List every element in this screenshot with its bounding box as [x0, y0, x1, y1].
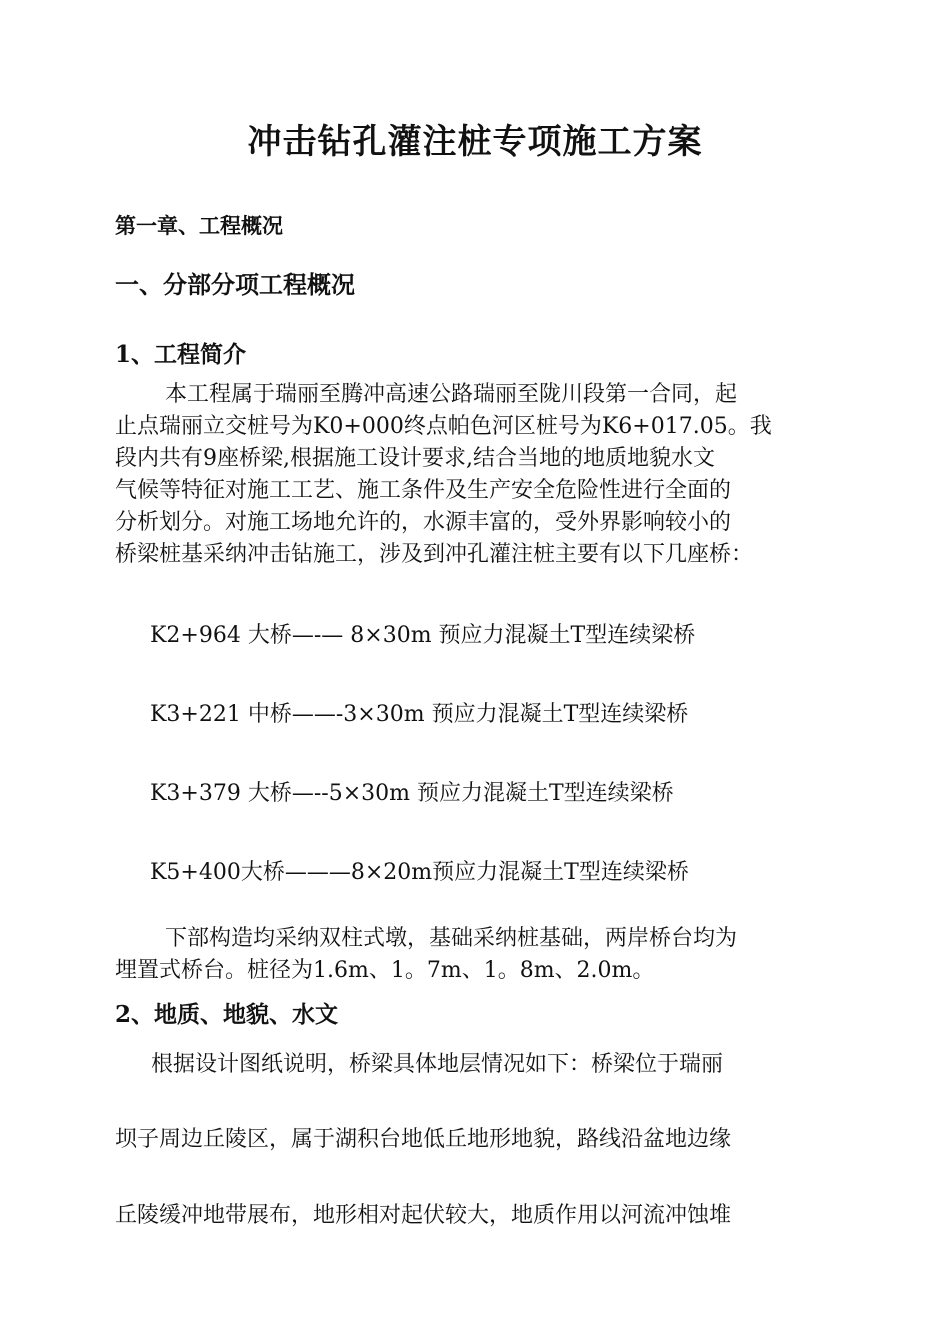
subsection-heading-project-intro: 1、工程简介	[115, 341, 247, 368]
section-heading: 一、分部分项工程概况	[115, 270, 355, 299]
geology-paragraph-line: 根据设计图纸说明，桥梁具体地层情况如下：桥梁位于瑞丽	[151, 1052, 724, 1077]
subsection-heading-geology: 2、地质、地貌、水文	[115, 1001, 339, 1028]
paragraph-line: 段内共有9座桥梁,根据施工设计要求,结合当地的地质地貌水文	[115, 446, 715, 471]
paragraph-line: 桥梁桩基采纳冲击钻施工，涉及到冲孔灌注桩主要有以下几座桥：	[115, 542, 754, 567]
paragraph-line: 埋置式桥台。桩径为1.6m、1。7m、1。8m、2.0m。	[115, 958, 655, 983]
geology-paragraph-line: 坝子周边丘陵区，属于湖积台地低丘地形地貌，路线沿盆地边缘	[115, 1127, 732, 1152]
paragraph-line: 气候等特征对施工工艺、施工条件及生产安全危险性进行全面的	[115, 478, 732, 503]
chapter-heading: 第一章、工程概况	[115, 213, 283, 238]
project-intro-paragraph	[115, 379, 830, 571]
paragraph-line: 分析划分。对施工场地允许的，水源丰富的，受外界影响较小的	[115, 510, 732, 535]
paragraph-line: 本工程属于瑞丽至腾冲高速公路瑞丽至陇川段第一合同，起	[165, 382, 738, 407]
bridge-list-item: K3+221 中桥——-3×30m 预应力混凝土T型连续梁桥	[150, 702, 689, 727]
document-title: 冲击钻孔灌注桩专项施工方案	[247, 122, 703, 162]
bridge-list-item: K3+379 大桥—--5×30m 预应力混凝土T型连续梁桥	[150, 781, 674, 806]
bridge-list-item: K5+400大桥———8×20m预应力混凝土T型连续梁桥	[150, 860, 689, 885]
substructure-paragraph	[115, 923, 830, 987]
geology-paragraph-line: 丘陵缓冲地带展布，地形相对起伏较大，地质作用以河流冲蚀堆	[115, 1203, 732, 1228]
bridge-list-item: K2+964 大桥—-— 8×30m 预应力混凝土T型连续梁桥	[150, 623, 696, 648]
paragraph-line: 止点瑞丽立交桩号为K0+000终点帕色河区桩号为K6+017.05。我	[115, 414, 772, 439]
paragraph-line: 下部构造均采纳双柱式墩，基础采纳桩基础，两岸桥台均为	[165, 926, 738, 951]
